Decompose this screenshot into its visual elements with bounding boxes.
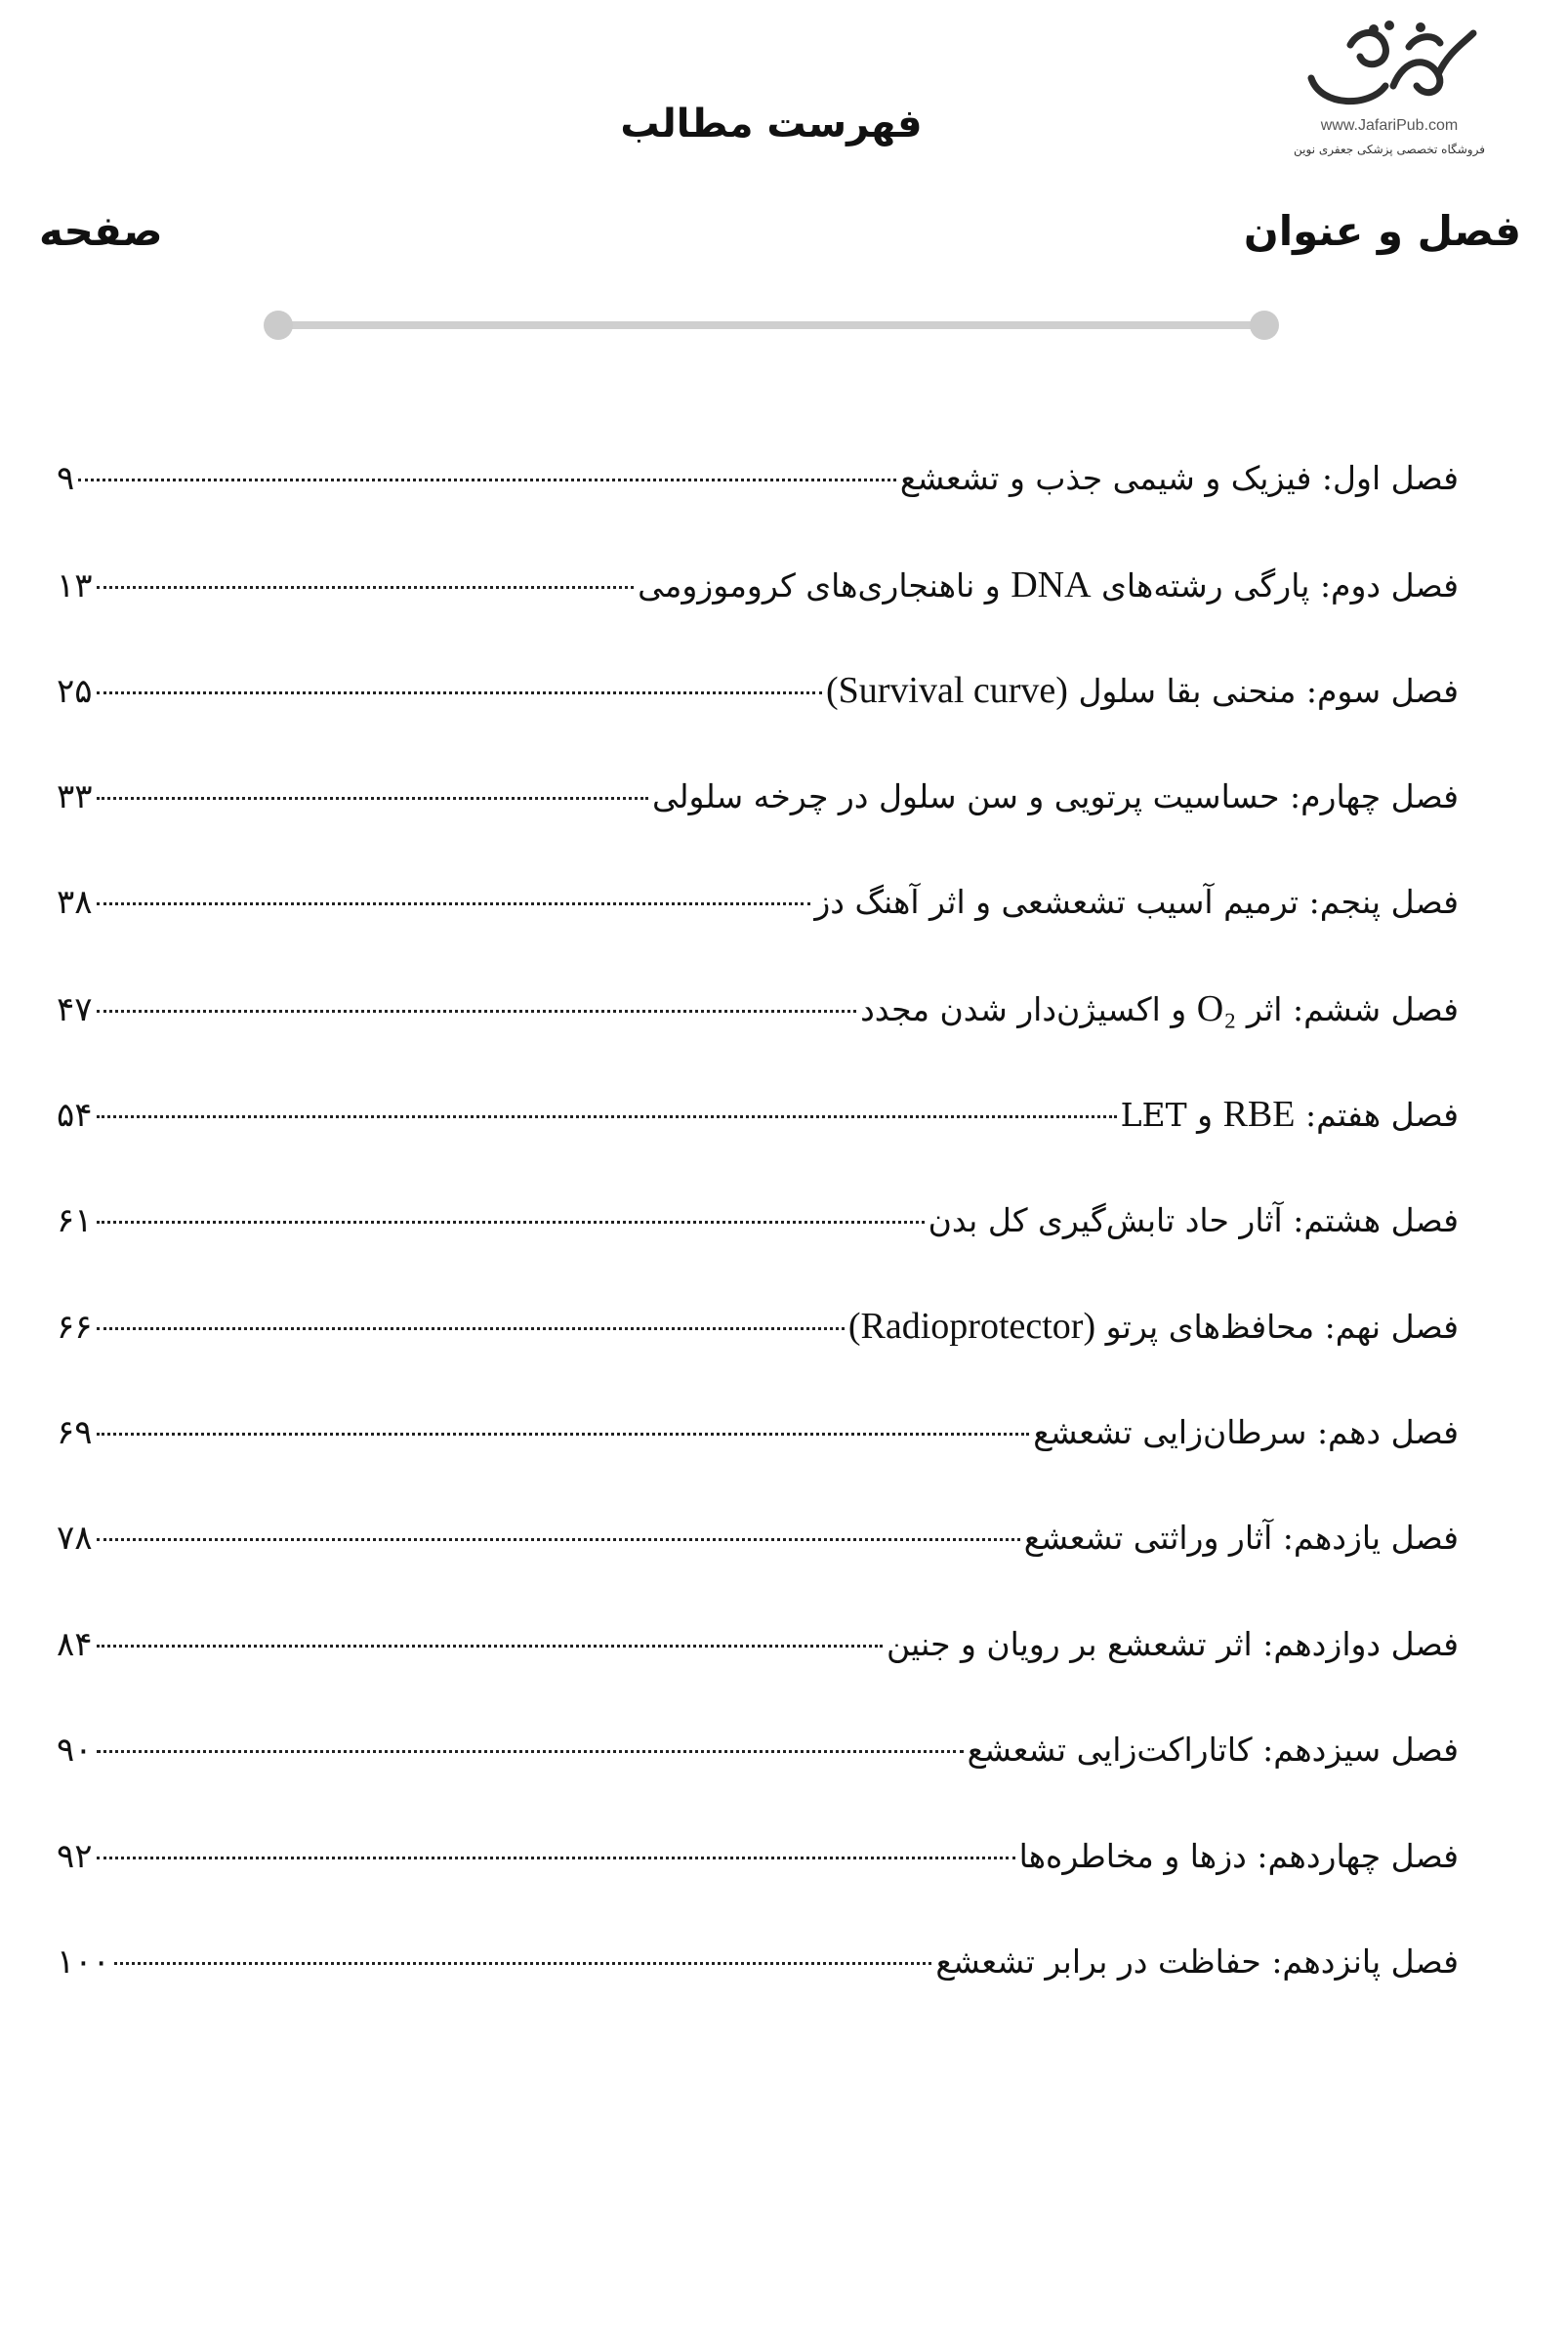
toc-entry-title: [814, 873, 1459, 932]
dot-leader: [97, 1645, 884, 1648]
chapter-label: فصل هفتم:: [1304, 1096, 1459, 1134]
chapter-title-continued: و ناهنجاری‌های کروموزومی: [638, 565, 1001, 605]
chapter-title: سرطان‌زایی تشعشع: [1033, 1412, 1307, 1451]
chapter-label: فصل پنجم:: [1308, 883, 1459, 921]
page-number: ۹: [57, 459, 75, 498]
page-title: فهرست مطالب: [620, 102, 923, 146]
toc-entry[interactable]: [57, 1933, 1459, 2039]
toc-entry-title: [928, 1191, 1459, 1250]
chapter-title-latin: (Survival curve): [825, 670, 1068, 711]
chapter-title: ترمیم آسیب تشعشعی و اثر آهنگ دز: [814, 883, 1300, 921]
page-number: ۵۴: [57, 1096, 93, 1135]
logo-slogan: فروشگاه تخصصی پزشکی جعفری نوین: [1294, 143, 1485, 156]
toc-entry-title: [1121, 1085, 1459, 1145]
page-number: ۹۲: [57, 1836, 93, 1876]
chapter-label: فصل دوم:: [1319, 565, 1459, 605]
toc-entry[interactable]: [57, 1085, 1459, 1191]
jafari-calligraphy-logo-icon: [1292, 18, 1487, 115]
page-number: ۶۱: [57, 1200, 93, 1240]
chapter-title: حساسیت پرتویی و سن سلول در چرخه سلولی: [652, 776, 1280, 815]
table-of-contents: [57, 449, 1459, 2039]
header-divider: [264, 311, 1279, 340]
toc-entry-title: [968, 1721, 1459, 1779]
chapter-title: کاتاراکت‌زایی تشعشع: [967, 1731, 1253, 1769]
chapter-label: فصل سیزدهم:: [1262, 1731, 1459, 1769]
toc-entry[interactable]: [57, 1827, 1459, 1934]
dot-leader: [97, 1857, 1015, 1859]
dot-leader: [97, 1433, 1030, 1436]
chapter-label: فصل پانزدهم:: [1271, 1942, 1459, 1981]
toc-entry[interactable]: [57, 873, 1459, 980]
page-number: ۹۰: [57, 1731, 93, 1770]
chapter-label: فصل هشتم:: [1293, 1200, 1459, 1239]
chapter-title: اثر: [1246, 989, 1283, 1028]
chapter-title: اثر تشعشع بر رویان و جنین: [887, 1624, 1253, 1663]
dot-leader: [97, 691, 822, 694]
toc-entry-title: [848, 1297, 1459, 1357]
page-number: ۶۹: [57, 1412, 93, 1452]
page-number: ۷۸: [57, 1519, 93, 1558]
toc-entry[interactable]: [57, 1403, 1459, 1510]
dot-leader: [97, 1327, 845, 1330]
chapter-label: فصل سوم:: [1305, 672, 1459, 710]
chapter-title: فیزیک و شیمی جذب و تشعشع: [899, 459, 1312, 497]
toc-entry[interactable]: [57, 980, 1459, 1086]
page-number: ۴۷: [57, 989, 93, 1029]
divider-dot-left: [264, 311, 293, 340]
page-number: ۱۰۰: [57, 1942, 110, 1982]
dot-leader: [97, 797, 648, 800]
page-number: ۶۶: [57, 1308, 93, 1347]
page-number: ۱۳: [57, 565, 93, 605]
chapter-label: فصل یازدهم:: [1282, 1519, 1459, 1557]
toc-entry[interactable]: [57, 1721, 1459, 1827]
chapter-label: فصل چهاردهم:: [1257, 1836, 1459, 1875]
toc-entry[interactable]: [57, 1191, 1459, 1298]
chapter-title: محافظ‌های پرتو: [1105, 1308, 1315, 1346]
chapter-title-continued: و اکسیژن‌دار شدن مجدد: [860, 989, 1187, 1028]
column-header-chapter: فصل و عنوان: [1243, 207, 1521, 255]
chapter-label: فصل اول:: [1321, 459, 1459, 497]
chapter-title: دزها و مخاطره‌ها: [1018, 1836, 1247, 1875]
dot-leader: [97, 902, 811, 905]
toc-entry[interactable]: [57, 1615, 1459, 1722]
toc-entry-title: [826, 661, 1459, 721]
page-number: ۳۸: [57, 883, 93, 922]
toc-entry[interactable]: [57, 768, 1459, 874]
toc-entry-title: [935, 1933, 1459, 1991]
toc-entry[interactable]: [57, 449, 1459, 556]
chapter-title: منحنی بقا سلول: [1078, 672, 1297, 710]
page-number: ۳۳: [57, 776, 93, 816]
chapter-label: فصل ششم:: [1292, 989, 1459, 1028]
dot-leader: [97, 1221, 925, 1224]
chapter-title-latin: DNA: [1011, 564, 1092, 605]
chapter-title-continued: و LET: [1120, 1096, 1214, 1134]
dot-leader: [97, 1538, 1020, 1541]
chapter-label: فصل دوازدهم:: [1262, 1624, 1459, 1663]
divider-dot-right: [1250, 311, 1279, 340]
toc-entry-title: [860, 980, 1459, 1039]
chapter-title-latin: O₂: [1196, 987, 1237, 1029]
column-header-page: صفحه: [39, 207, 163, 255]
chapter-label: فصل دهم:: [1316, 1412, 1459, 1451]
dot-leader: [97, 586, 635, 589]
chapter-title: پارگی رشته‌های: [1101, 565, 1310, 605]
dot-leader: [78, 479, 896, 481]
chapter-title-latin: (Radioprotector): [847, 1306, 1096, 1347]
toc-entry[interactable]: [57, 661, 1459, 768]
page-number: ۲۵: [57, 672, 93, 711]
toc-entry-title: [1033, 1403, 1459, 1462]
dot-leader: [97, 1115, 1117, 1118]
toc-entry[interactable]: [57, 1509, 1459, 1615]
dot-leader: [114, 1962, 932, 1965]
toc-entry-title: [1019, 1827, 1459, 1886]
dot-leader: [97, 1750, 964, 1753]
page-number: ۸۴: [57, 1624, 93, 1664]
toc-entry-title: [887, 1615, 1459, 1674]
toc-entry-title: [1024, 1509, 1459, 1567]
logo-url: www.JafariPub.com: [1320, 117, 1459, 134]
dot-leader: [97, 1010, 857, 1013]
divider-bar: [275, 321, 1267, 329]
chapter-title: آثار حاد تابش‌گیری کل بدن: [928, 1200, 1283, 1239]
toc-entry-title: [652, 768, 1459, 826]
chapter-title: آثار وراثتی تشعشع: [1023, 1519, 1273, 1557]
toc-entry[interactable]: [57, 556, 1459, 662]
toc-entry[interactable]: [57, 1297, 1459, 1403]
toc-entry-title: [900, 449, 1459, 508]
toc-entry-title: [638, 556, 1459, 615]
chapter-title-latin: RBE: [1222, 1094, 1296, 1135]
chapter-label: فصل چهارم:: [1289, 776, 1459, 815]
chapter-label: فصل نهم:: [1324, 1308, 1459, 1346]
chapter-title: حفاظت در برابر تشعشع: [935, 1942, 1261, 1981]
